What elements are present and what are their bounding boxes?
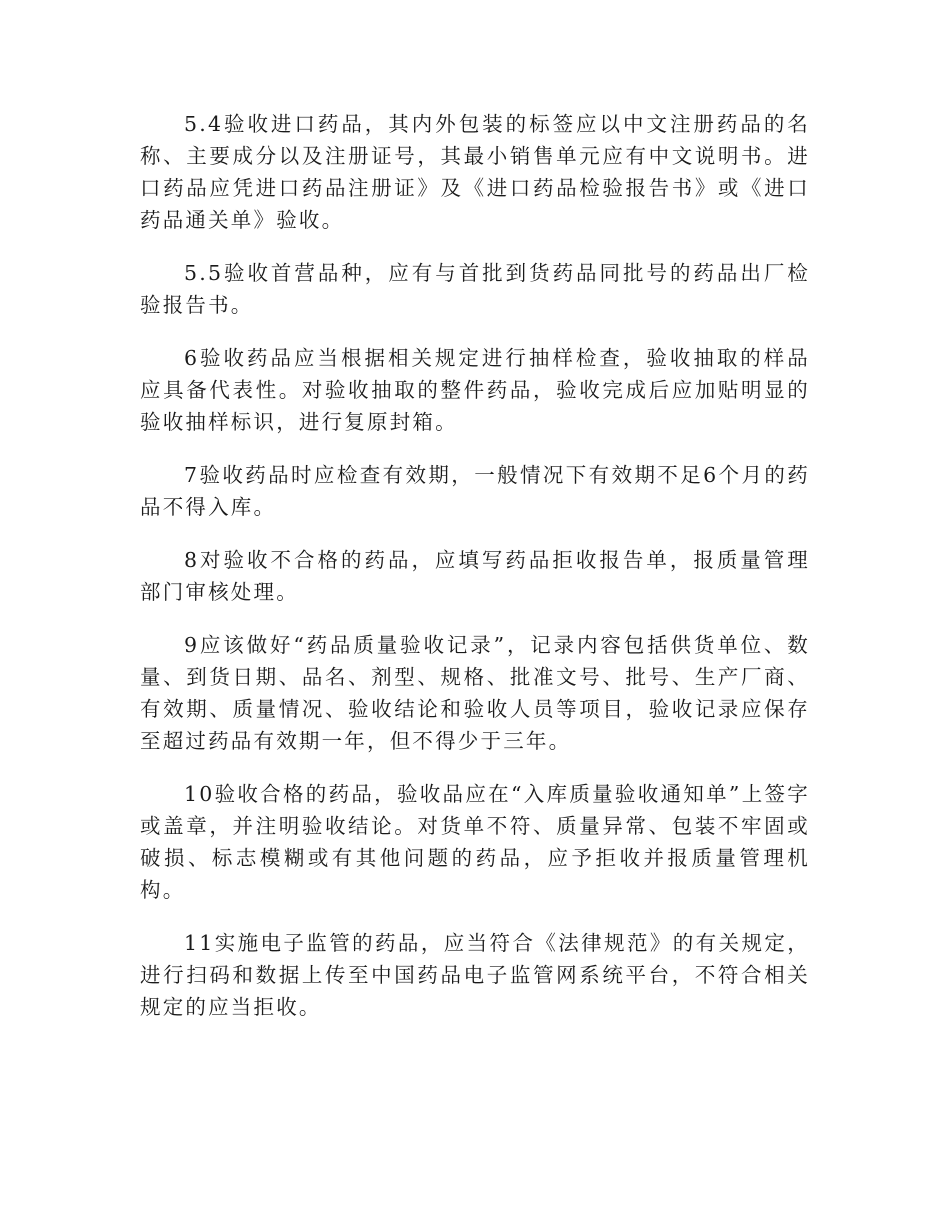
- paragraph-7: 7验收药品时应检查有效期，一般情况下有效期不足6个月的药品不得入库。: [140, 463, 810, 519]
- paragraph-6: 6验收药品应当根据相关规定进行抽样检查，验收抽取的样品应具备代表性。对验收抽取的整件药品，验收完成后应加贴明显的验收抽样标识，进行复原封箱。: [140, 346, 810, 434]
- paragraph-11: 11实施电子监管的药品，应当符合《法律规范》的有关规定，进行扫码和数据上传至中国药品电子监管网系统平台，不符合相关规定的应当拒收。: [140, 931, 810, 1019]
- paragraph-5-4: 5.4验收进口药品，其内外包装的标签应以中文注册药品的名称、主要成分以及注册证号，其最小销售单元应有中文说明书。进口药品应凭进口药品注册证》及《进口药品检验报告书》或《进口药品通关单》验收。: [140, 112, 810, 232]
- paragraph-8: 8对验收不合格的药品，应填写药品拒收报告单，报质量管理部门审核处理。: [140, 548, 810, 604]
- paragraph-5-5: 5.5验收首营品种，应有与首批到货药品同批号的药品出厂检验报告书。: [140, 261, 810, 317]
- document-page: [140, 108, 810, 1044]
- paragraph-10: 10验收合格的药品，验收品应在“入库质量验收通知单”上签字或盖章，并注明验收结论。对货单不符、质量异常、包装不牢固或破损、标志模糊或有其他问题的药品，应予拒收并报质量管理机构。: [140, 782, 810, 902]
- paragraph-9: 9应该做好“药品质量验收记录”，记录内容包括供货单位、数量、到货日期、品名、剂型、规格、批准文号、批号、生产厂商、有效期、质量情况、验收结论和验收人员等项目，验收记录应保存至超过药品有效期一年，但不得少于三年。: [140, 633, 810, 753]
